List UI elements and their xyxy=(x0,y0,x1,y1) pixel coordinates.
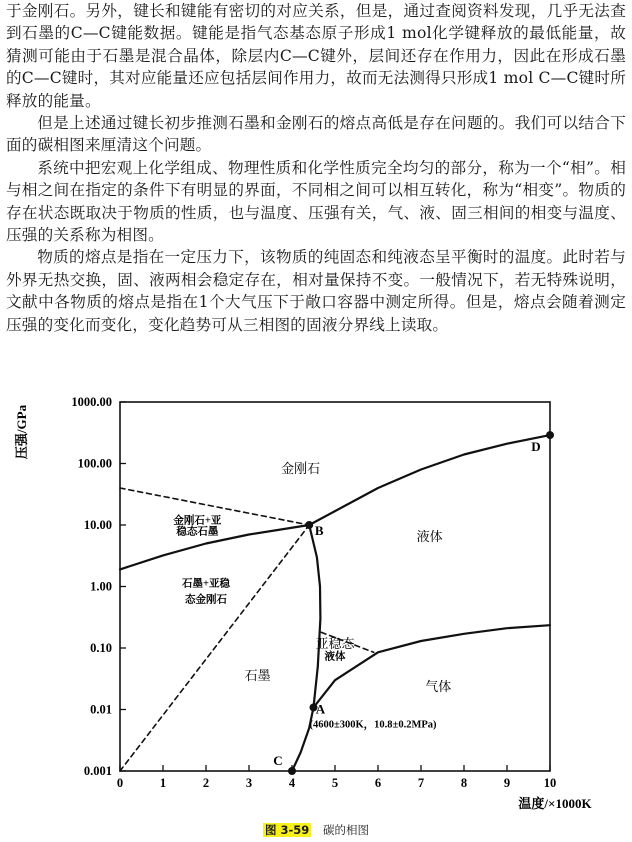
y-tick-label: 0.10 xyxy=(90,641,112,655)
region-label: 亚稳态 xyxy=(315,636,355,651)
y-tick-label: 10.00 xyxy=(83,518,112,532)
region-label: 金刚石+亚 xyxy=(173,515,222,527)
y-tick-label: 1000.00 xyxy=(71,395,112,409)
y-tick-label: 100.00 xyxy=(77,456,112,471)
x-tick-label: 9 xyxy=(503,776,511,790)
x-tick-label: 2 xyxy=(202,776,210,790)
x-tick-label: 8 xyxy=(460,776,468,790)
x-tick-label: 1 xyxy=(159,776,167,790)
point-annotation: (4600±300K，10.8±0.2MPa) xyxy=(309,719,437,731)
figure-title: 碳的相图 xyxy=(322,823,369,837)
paragraph: 于金刚石。另外，键长和键能有密切的对应关系，但是，通过查阅资料发现，几乎无法查到石墨的C—C键能数据。键能是指气态基态原子形成1 mol化学键释放的最低能量，故猜测可能由于石墨是混合晶体，除层内C—C键外，层间还存在作用力，因此在形成石墨的C—C键时，其对应能量还应包括层间作用力，故而无法测得只形成1 mol C—C键时所释放的能量。 xyxy=(6,2,626,110)
y-tick-label: 0.001 xyxy=(83,764,112,778)
y-tick-label: 1.00 xyxy=(90,579,112,594)
phase-boundary xyxy=(309,525,320,707)
point-label: C xyxy=(273,753,283,768)
figure-number: 图 3-59 xyxy=(265,823,310,837)
region-label: 态金刚石 xyxy=(185,594,227,606)
point-label: D xyxy=(531,439,541,455)
point-label: A xyxy=(315,701,326,717)
x-tick-label: 4 xyxy=(288,776,296,790)
body-text xyxy=(6,0,626,336)
region-label: 石墨 xyxy=(244,668,271,684)
x-axis-title: 温度/×1000K xyxy=(518,796,592,811)
region-label: 石墨+亚稳 xyxy=(182,578,230,590)
x-tick-label: 7 xyxy=(417,776,425,790)
figure-caption xyxy=(0,822,632,838)
paragraph: 物质的熔点是指在一定压力下，该物质的纯固态和纯液态呈平衡时的温度。此时若与外界无热交换，固、液两相会稳定存在，相对量保持不变。一般情况下，若无特殊说明，文献中各物质的熔点是指在1个大气压下于敞口容器中测定所得。但是，熔点会随着测定压强的变化而变化，变化趋势可从三相图的固液分界线上读取。 xyxy=(6,248,626,334)
phase-boundary xyxy=(292,707,314,771)
x-tick-label: 10 xyxy=(543,776,557,790)
region-label: 金刚石 xyxy=(281,461,321,477)
phase-diagram xyxy=(0,388,632,838)
region-label: 稳态石墨 xyxy=(176,526,219,538)
region-label: 液体 xyxy=(416,528,443,544)
triple-point-marker xyxy=(546,431,554,439)
paragraph: 系统中把宏观上化学组成、物理性质和化学性质完全均匀的部分，称为一个“相”。相与相之间在指定的条件下有明显的界面，不同相之间可以相互转化，称为“相变”。物质的存在状态既取决于物质的性质，也与温度、压强有关，气、液、固三相间的相变与温度、压强的关系称为相图。 xyxy=(6,158,626,245)
phase-boundary-dashed xyxy=(120,525,309,771)
x-tick-label: 0 xyxy=(116,776,124,790)
region-label: 液体 xyxy=(324,651,346,663)
x-tick-label: 5 xyxy=(331,776,339,790)
y-axis-title: 压强/GPa xyxy=(14,404,29,460)
triple-point-marker xyxy=(305,521,313,529)
triple-point-marker xyxy=(288,767,296,775)
phase-boundary xyxy=(309,435,550,525)
x-tick-label: 6 xyxy=(374,776,382,790)
paragraph: 但是上述通过键长初步推测石墨和金刚石的熔点高低是存在问题的。我们可以结合下面的碳相图来厘清这个问题。 xyxy=(6,114,626,155)
y-tick-label: 0.01 xyxy=(90,702,112,717)
x-tick-label: 3 xyxy=(245,776,253,790)
point-label: B xyxy=(314,523,324,538)
region-label: 气体 xyxy=(425,678,452,694)
phase-diagram-svg xyxy=(0,388,632,818)
